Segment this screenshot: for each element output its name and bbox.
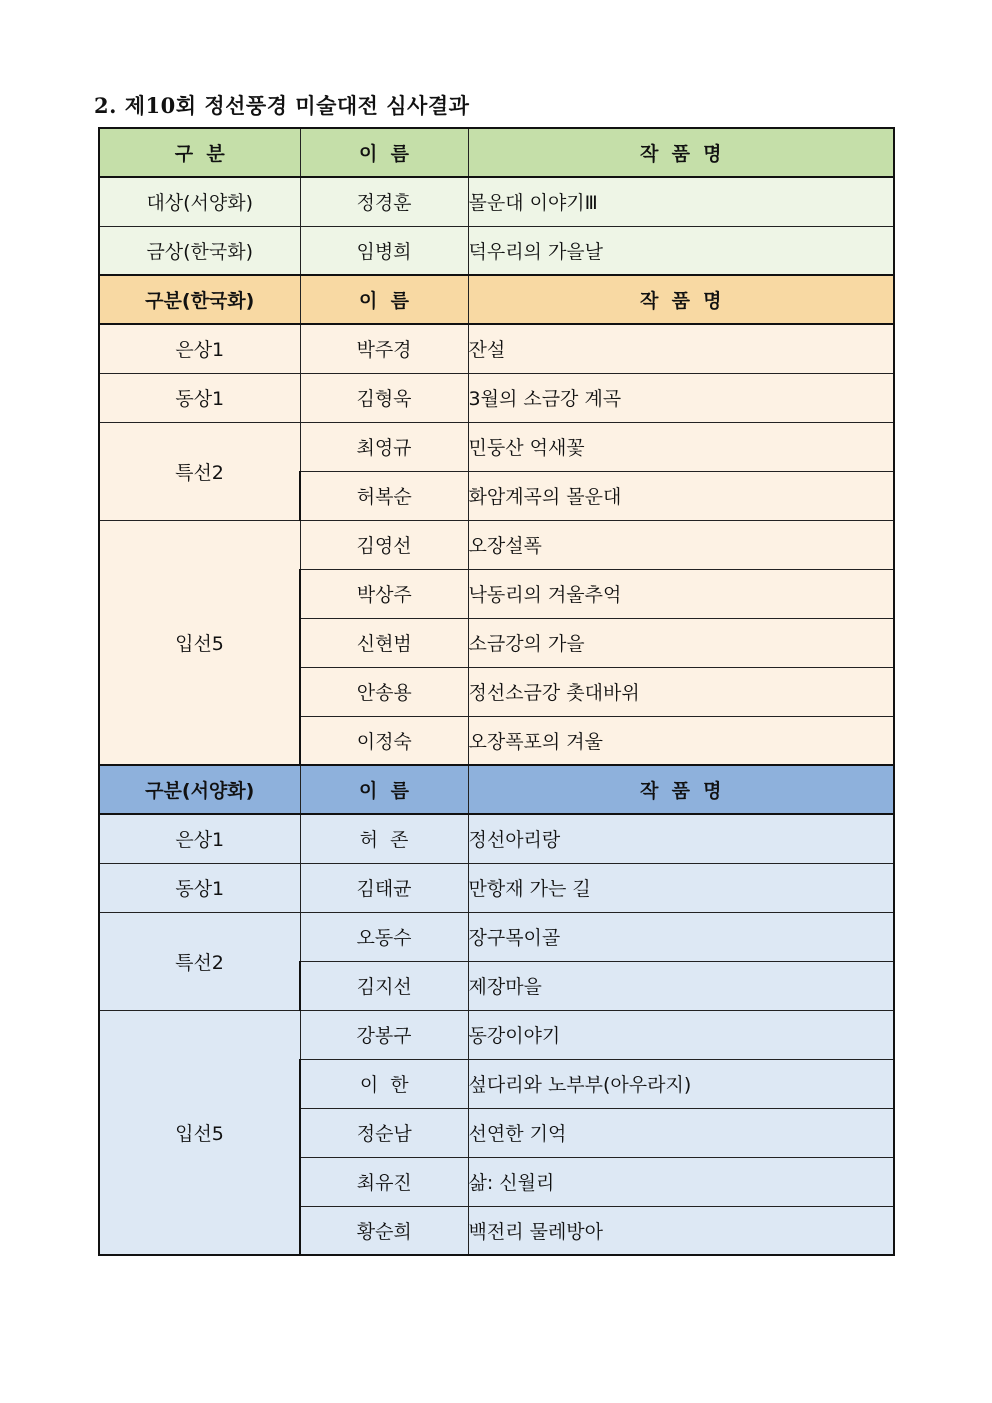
table-row bbox=[99, 177, 894, 226]
table-header-western bbox=[99, 765, 894, 814]
name-cell: 임병희 bbox=[300, 226, 468, 275]
work-cell: 섶다리와 노부부(아우라지) bbox=[468, 1059, 894, 1108]
table-row bbox=[99, 912, 894, 961]
name-cell: 오동수 bbox=[300, 912, 468, 961]
name-cell: 정순남 bbox=[300, 1108, 468, 1157]
results-table bbox=[98, 127, 895, 1256]
header-work: 작 품 명 bbox=[468, 128, 894, 177]
work-cell: 낙동리의 겨울추억 bbox=[468, 569, 894, 618]
header-category: 구분(서양화) bbox=[99, 765, 300, 814]
header-name: 이 름 bbox=[300, 275, 468, 324]
category-cell: 특선2 bbox=[99, 422, 300, 520]
table-row bbox=[99, 520, 894, 569]
category-cell: 입선5 bbox=[99, 520, 300, 765]
category-cell: 입선5 bbox=[99, 1010, 300, 1255]
header-name: 이 름 bbox=[300, 765, 468, 814]
name-cell: 김지선 bbox=[300, 961, 468, 1010]
table-row bbox=[99, 324, 894, 373]
header-category: 구분(한국화) bbox=[99, 275, 300, 324]
work-cell: 제장마을 bbox=[468, 961, 894, 1010]
category-cell: 은상1 bbox=[99, 814, 300, 863]
category-cell: 동상1 bbox=[99, 863, 300, 912]
header-name: 이 름 bbox=[300, 128, 468, 177]
work-cell: 오장설폭 bbox=[468, 520, 894, 569]
header-work: 작 품 명 bbox=[468, 275, 894, 324]
name-cell: 최영규 bbox=[300, 422, 468, 471]
header-category: 구 분 bbox=[99, 128, 300, 177]
work-cell: 삶: 신월리 bbox=[468, 1157, 894, 1206]
table-header-korean bbox=[99, 275, 894, 324]
name-cell: 이 한 bbox=[300, 1059, 468, 1108]
name-cell: 허복순 bbox=[300, 471, 468, 520]
name-cell: 정경훈 bbox=[300, 177, 468, 226]
work-cell: 몰운대 이야기Ⅲ bbox=[468, 177, 894, 226]
name-cell: 안송용 bbox=[300, 667, 468, 716]
table-header-main bbox=[99, 128, 894, 177]
work-cell: 오장폭포의 겨울 bbox=[468, 716, 894, 765]
name-cell: 김형욱 bbox=[300, 373, 468, 422]
work-cell: 덕우리의 가을날 bbox=[468, 226, 894, 275]
name-cell: 허 존 bbox=[300, 814, 468, 863]
work-cell: 만항재 가는 길 bbox=[468, 863, 894, 912]
work-cell: 소금강의 가을 bbox=[468, 618, 894, 667]
table-row bbox=[99, 863, 894, 912]
work-cell: 동강이야기 bbox=[468, 1010, 894, 1059]
name-cell: 이정숙 bbox=[300, 716, 468, 765]
name-cell: 강봉구 bbox=[300, 1010, 468, 1059]
table-row bbox=[99, 1010, 894, 1059]
work-cell: 정선아리랑 bbox=[468, 814, 894, 863]
work-cell: 3월의 소금강 계곡 bbox=[468, 373, 894, 422]
category-cell: 은상1 bbox=[99, 324, 300, 373]
table-row bbox=[99, 226, 894, 275]
work-cell: 장구목이골 bbox=[468, 912, 894, 961]
work-cell: 정선소금강 촛대바위 bbox=[468, 667, 894, 716]
work-cell: 백전리 물레방아 bbox=[468, 1206, 894, 1255]
category-cell: 동상1 bbox=[99, 373, 300, 422]
category-cell: 특선2 bbox=[99, 912, 300, 1010]
name-cell: 박상주 bbox=[300, 569, 468, 618]
name-cell: 신현범 bbox=[300, 618, 468, 667]
table-row bbox=[99, 422, 894, 471]
table-row bbox=[99, 814, 894, 863]
work-cell: 화암계곡의 몰운대 bbox=[468, 471, 894, 520]
name-cell: 황순희 bbox=[300, 1206, 468, 1255]
work-cell: 민둥산 억새꽃 bbox=[468, 422, 894, 471]
category-cell: 금상(한국화) bbox=[99, 226, 300, 275]
header-work: 작 품 명 bbox=[468, 765, 894, 814]
name-cell: 최유진 bbox=[300, 1157, 468, 1206]
page-title: 2. 제10회 정선풍경 미술대전 심사결과 bbox=[94, 93, 470, 118]
work-cell: 선연한 기억 bbox=[468, 1108, 894, 1157]
name-cell: 김영선 bbox=[300, 520, 468, 569]
category-cell: 대상(서양화) bbox=[99, 177, 300, 226]
name-cell: 박주경 bbox=[300, 324, 468, 373]
name-cell: 김태균 bbox=[300, 863, 468, 912]
work-cell: 잔설 bbox=[468, 324, 894, 373]
table-row bbox=[99, 373, 894, 422]
